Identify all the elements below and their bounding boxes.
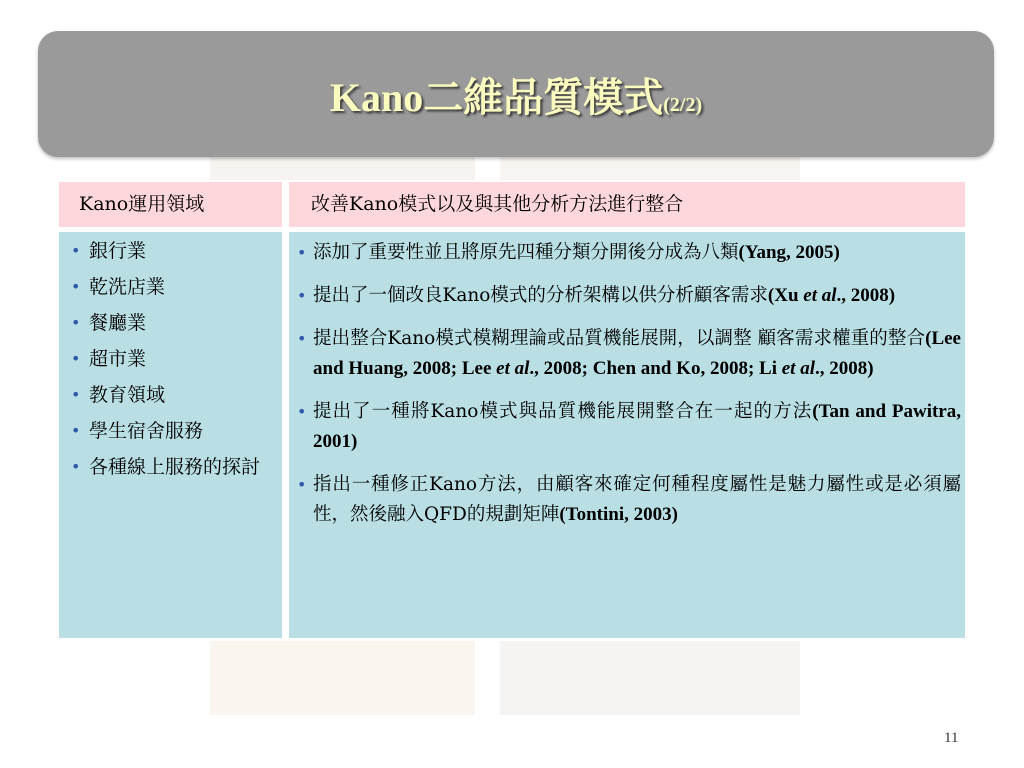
bullet-icon: • <box>297 475 307 494</box>
bullet-icon: • <box>71 385 81 404</box>
bullet-icon: • <box>297 286 307 305</box>
list-item-text: 各種線上服務的探討 <box>89 456 261 478</box>
improvements-cell <box>289 232 965 638</box>
bullet-icon: • <box>71 421 81 440</box>
list-item <box>297 324 961 384</box>
title-bar <box>38 31 994 157</box>
item-text: 提出了一種將Kano模式與品質機能展開整合在一起的方法 <box>313 401 813 422</box>
list-item <box>67 274 277 300</box>
application-domains-cell <box>59 232 282 638</box>
bullet-icon: • <box>71 457 81 476</box>
bullet-icon: • <box>71 241 81 260</box>
item-text: 添加了重要性並且將原先四種分類分開後分成為八類 <box>313 242 739 263</box>
background-photo <box>210 640 475 715</box>
list-item <box>67 346 277 372</box>
list-item <box>297 470 961 530</box>
list-item <box>67 238 277 264</box>
page-number: 11 <box>944 730 959 746</box>
table-header-right <box>289 182 965 227</box>
citation: (Yang, 2005) <box>738 242 840 263</box>
list-item <box>297 238 961 268</box>
header-right-text: 改善Kano模式以及與其他分析方法進行整合 <box>311 193 684 215</box>
citation: (Xu et al., 2008) <box>767 285 896 306</box>
slide-title <box>330 66 702 123</box>
list-item <box>297 397 961 457</box>
list-item-text: 銀行業 <box>89 240 147 262</box>
list-item <box>67 418 277 444</box>
bullet-icon: • <box>71 349 81 368</box>
table-header-left <box>59 182 282 227</box>
bullet-icon: • <box>71 277 81 296</box>
item-text: 指出一種修正Kano方法，由顧客來確定何種程度屬性是魅力屬性或是必須屬性，然後融入QFD的規劃矩陣 <box>313 474 961 525</box>
list-item <box>67 382 277 408</box>
content-table <box>57 180 967 641</box>
list-item-text: 學生宿舍服務 <box>89 420 204 442</box>
item-text: 提出了一個改良Kano模式的分析架構以供分析顧客需求 <box>313 285 768 306</box>
background-photo <box>500 640 800 715</box>
citation: (Tan and Pawitra, 2001) <box>313 401 961 452</box>
slide-title-main: Kano二維品質模式 <box>329 74 664 120</box>
list-item-text: 餐廳業 <box>89 312 147 334</box>
header-left-text: Kano運用領域 <box>79 193 205 215</box>
application-domains-list <box>67 238 277 490</box>
list-item <box>67 310 277 336</box>
list-item-text: 乾洗店業 <box>89 276 166 298</box>
bullet-icon: • <box>297 243 307 262</box>
list-item-text: 教育領域 <box>89 384 166 406</box>
citation: (Tontini, 2003) <box>559 504 678 525</box>
list-item <box>67 454 277 480</box>
improvements-list <box>297 238 961 543</box>
list-item <box>297 281 961 311</box>
bullet-icon: • <box>297 402 307 421</box>
item-text: 提出整合Kano模式模糊理論或品質機能展開，以調整 顧客需求權重的整合 <box>313 328 926 349</box>
list-item-text: 超市業 <box>89 348 147 370</box>
bullet-icon: • <box>71 313 81 332</box>
citation: (Lee and Huang, 2008; Lee et al., 2008; Chen and Ko, 2008; Li et al., 2008) <box>313 328 961 379</box>
bullet-icon: • <box>297 329 307 348</box>
slide-title-sub: (2/2) <box>663 93 703 116</box>
